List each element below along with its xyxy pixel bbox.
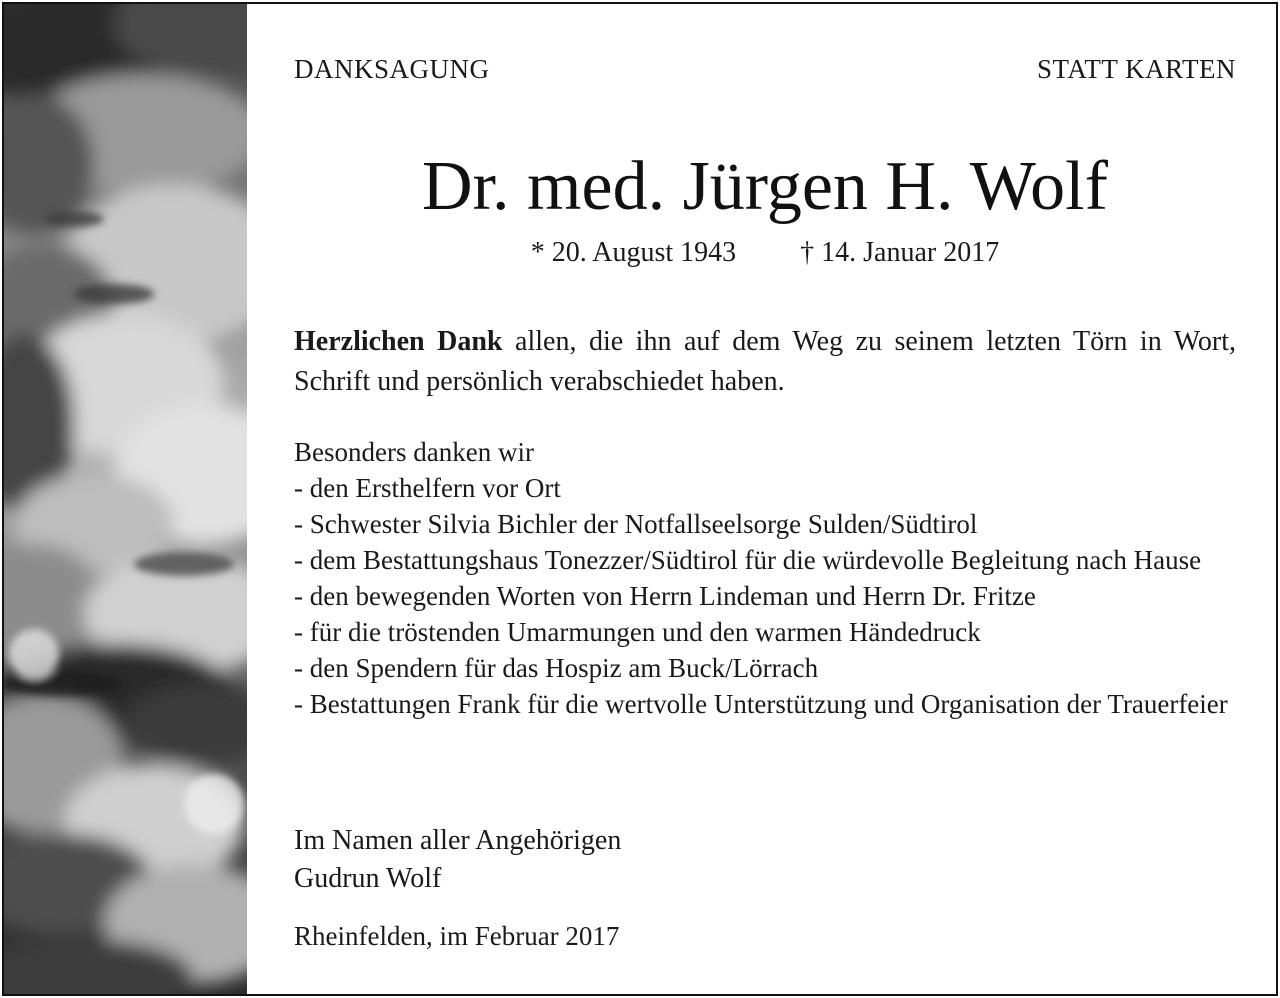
special-thanks <box>294 434 1236 722</box>
special-thanks-intro: Besonders danken wir <box>294 437 534 467</box>
thanks-text: allen, die ihn auf dem Weg zu seinem letzten Törn in Wort, Schrift und persönlich verabschiedet haben. <box>294 326 1236 397</box>
list-item: - Schwester Silvia Bichler der Notfallseelsorge Sulden/Südtirol <box>294 509 978 539</box>
list-item: - dem Bestattungshaus Tonezzer/Südtirol für die würdevolle Begleitung nach Hause <box>294 545 1202 575</box>
death-date: † 14. Januar 2017 <box>800 237 1000 268</box>
list-item: - den Spendern für das Hospiz am Buck/Lörrach <box>294 653 819 683</box>
deceased-name: Dr. med. Jürgen H. Wolf <box>422 148 1108 225</box>
birth-date: * 20. August 1943 <box>530 237 737 268</box>
signature-line-1: Im Namen aller Angehörigen <box>294 825 622 856</box>
cloud-image-icon <box>4 4 247 994</box>
place-date: Rheinfelden, im Februar 2017 <box>294 921 620 951</box>
header-statt-karten: STATT KARTEN <box>1037 54 1236 84</box>
list-item: - für die tröstenden Umarmungen und den warmen Händedruck <box>294 617 981 647</box>
header-danksagung: DANKSAGUNG <box>294 54 490 84</box>
life-dates <box>294 234 1236 272</box>
notice-frame <box>2 2 1278 996</box>
list-item: - den Ersthelfern vor Ort <box>294 473 561 503</box>
list-item: - Bestattungen Frank für die wertvolle Unterstützung und Organisation der Trauerfeier <box>294 689 1228 719</box>
thanks-paragraph <box>294 322 1236 402</box>
signature <box>294 822 621 898</box>
list-item: - den bewegenden Worten von Herrn Lindeman und Herrn Dr. Fritze <box>294 581 1036 611</box>
thanks-bold: Herzlichen Dank <box>294 326 503 357</box>
signature-line-2: Gudrun Wolf <box>294 863 442 894</box>
notice-content <box>294 4 1236 994</box>
cloud-photo <box>4 4 247 994</box>
